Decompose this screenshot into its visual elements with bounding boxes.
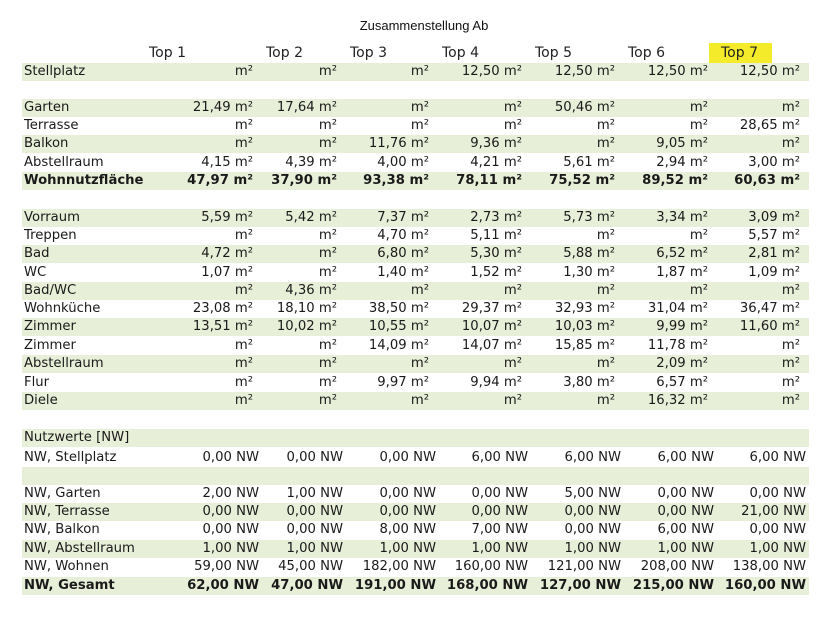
cell: 12,50 m²	[739, 64, 800, 79]
cell: 78,11 m²	[456, 173, 522, 188]
cell: m²	[781, 100, 800, 115]
cell: 5,73 m²	[563, 210, 615, 225]
cell: 9,36 m²	[470, 136, 522, 151]
cell: m²	[596, 118, 615, 133]
cell: 15,85 m²	[554, 338, 615, 353]
cell: m²	[318, 136, 337, 151]
cell: 1,30 m²	[563, 265, 615, 280]
cell: 5,11 m²	[470, 228, 522, 243]
cell: m²	[689, 100, 708, 115]
cell: 0,00 NW	[202, 450, 259, 465]
cell: 0,00 NW	[657, 504, 714, 519]
table-row-abstellraum	[22, 355, 809, 373]
cell: 0,00 NW	[471, 504, 528, 519]
row-label: Bad	[24, 246, 50, 261]
cell: 1,00 NW	[471, 541, 528, 556]
table-row-wc	[22, 264, 809, 282]
cell: 10,03 m²	[554, 319, 615, 334]
cell: 0,00 NW	[202, 522, 259, 537]
cell: 62,00 NW	[187, 578, 259, 593]
cell: m²	[318, 338, 337, 353]
cell: 47,00 NW	[271, 578, 343, 593]
cell: 2,73 m²	[470, 210, 522, 225]
cell: 5,61 m²	[563, 155, 615, 170]
row-label: Wohnnutzfläche	[24, 173, 144, 188]
cell: m²	[781, 338, 800, 353]
cell: 0,00 NW	[379, 450, 436, 465]
cell: 60,63 m²	[734, 173, 800, 188]
cell: m²	[596, 136, 615, 151]
table-row-nw-stellplatz	[22, 449, 809, 467]
cell: m²	[410, 64, 429, 79]
cell: 2,09 m²	[656, 356, 708, 371]
cell: m²	[318, 265, 337, 280]
cell: 4,70 m²	[377, 228, 429, 243]
cell: 32,93 m²	[554, 301, 615, 316]
cell: 182,00 NW	[362, 559, 436, 574]
cell: 0,00 NW	[749, 522, 806, 537]
row-label: Bad/WC	[24, 283, 77, 298]
cell: m²	[503, 356, 522, 371]
cell: 191,00 NW	[354, 578, 436, 593]
row-label: Abstellraum	[24, 155, 104, 170]
cell: 1,00 NW	[379, 541, 436, 556]
table-row-wohnkueche	[22, 300, 809, 318]
row-label: NW, Terrasse	[24, 504, 110, 519]
cell: 0,00 NW	[564, 504, 621, 519]
cell: 37,90 m²	[271, 173, 337, 188]
table-row-nw-wohnen	[22, 558, 809, 576]
cell: 2,00 NW	[202, 486, 259, 501]
cell: 208,00 NW	[640, 559, 714, 574]
table-row-stellplatz	[22, 63, 809, 81]
cell: 4,39 m²	[285, 155, 337, 170]
cell: m²	[234, 356, 253, 371]
table-row-nw-garten	[22, 485, 809, 503]
column-header-top-5: Top 5	[535, 45, 572, 61]
cell: m²	[410, 356, 429, 371]
cell: 10,02 m²	[276, 319, 337, 334]
cell: 121,00 NW	[547, 559, 621, 574]
table-row-nw-terrasse	[22, 503, 809, 521]
cell: m²	[781, 393, 800, 408]
cell: 0,00 NW	[564, 522, 621, 537]
cell: 50,46 m²	[554, 100, 615, 115]
cell: 75,52 m²	[549, 173, 615, 188]
cell: 0,00 NW	[657, 486, 714, 501]
cell: 3,09 m²	[748, 210, 800, 225]
cell: 1,00 NW	[202, 541, 259, 556]
row-label: Abstellraum	[24, 356, 104, 371]
row-label: Zimmer	[24, 319, 76, 334]
cell: 1,00 NW	[286, 486, 343, 501]
cell: 0,00 NW	[202, 504, 259, 519]
cell: 9,05 m²	[656, 136, 708, 151]
cell: m²	[503, 393, 522, 408]
cell: 6,80 m²	[377, 246, 429, 261]
nutzwerte-heading-row	[22, 429, 809, 447]
cell: 23,08 m²	[192, 301, 253, 316]
cell: 0,00 NW	[379, 486, 436, 501]
cell: 12,50 m²	[554, 64, 615, 79]
row-label: NW, Garten	[24, 486, 101, 501]
cell: m²	[318, 64, 337, 79]
cell: 6,00 NW	[657, 450, 714, 465]
table-row-garten	[22, 99, 809, 117]
spacer-row	[22, 81, 809, 99]
cell: 6,00 NW	[564, 450, 621, 465]
cell: 29,37 m²	[461, 301, 522, 316]
cell: 215,00 NW	[632, 578, 714, 593]
cell: 0,00 NW	[286, 504, 343, 519]
cell: 5,42 m²	[285, 210, 337, 225]
cell: 1,00 NW	[564, 541, 621, 556]
cell: 3,80 m²	[563, 375, 615, 390]
cell: 5,57 m²	[748, 228, 800, 243]
cell: m²	[318, 246, 337, 261]
cell: m²	[410, 100, 429, 115]
table-row-treppen	[22, 227, 809, 245]
cell: 12,50 m²	[647, 64, 708, 79]
cell: 21,00 NW	[741, 504, 806, 519]
spacer-row	[22, 467, 809, 485]
table-row-bad	[22, 245, 809, 263]
cell: 0,00 NW	[749, 486, 806, 501]
cell: m²	[596, 393, 615, 408]
cell: m²	[234, 375, 253, 390]
table-row-wohnnutzflaeche-total	[22, 172, 809, 190]
cell: 6,00 NW	[749, 450, 806, 465]
row-label: NW, Stellplatz	[24, 450, 117, 465]
cell: 4,00 m²	[377, 155, 429, 170]
cell: m²	[234, 228, 253, 243]
cell: 5,00 NW	[564, 486, 621, 501]
table-row-nw-balkon	[22, 521, 809, 539]
cell: 16,32 m²	[647, 393, 708, 408]
cell: m²	[781, 283, 800, 298]
cell: m²	[503, 118, 522, 133]
cell: 1,00 NW	[657, 541, 714, 556]
column-header-top-2: Top 2	[266, 45, 303, 61]
cell: 5,30 m²	[470, 246, 522, 261]
cell: m²	[503, 283, 522, 298]
cell: 14,07 m²	[461, 338, 522, 353]
cell: 1,00 NW	[749, 541, 806, 556]
cell: 38,50 m²	[368, 301, 429, 316]
cell: 9,99 m²	[656, 319, 708, 334]
table-row-abstellraum	[22, 154, 809, 172]
row-label: Flur	[24, 375, 50, 390]
row-label: NW, Wohnen	[24, 559, 109, 574]
row-label: NW, Gesamt	[24, 578, 115, 593]
cell: m²	[596, 283, 615, 298]
cell: 7,37 m²	[377, 210, 429, 225]
cell: 8,00 NW	[379, 522, 436, 537]
table-row-nw-abstellraum	[22, 540, 809, 558]
row-label: Treppen	[24, 228, 77, 243]
cell: 10,55 m²	[368, 319, 429, 334]
cell: 4,72 m²	[201, 246, 253, 261]
cell: m²	[596, 228, 615, 243]
cell: 0,00 NW	[286, 450, 343, 465]
table-row-flur	[22, 374, 809, 392]
cell: m²	[781, 136, 800, 151]
cell: m²	[596, 356, 615, 371]
cell: m²	[410, 283, 429, 298]
cell: 6,52 m²	[656, 246, 708, 261]
cell: 0,00 NW	[379, 504, 436, 519]
spacer-row	[22, 410, 809, 428]
cell: m²	[781, 375, 800, 390]
cell: 10,07 m²	[461, 319, 522, 334]
cell: m²	[689, 228, 708, 243]
cell: 17,64 m²	[276, 100, 337, 115]
cell: m²	[234, 393, 253, 408]
cell: 168,00 NW	[446, 578, 528, 593]
cell: m²	[234, 64, 253, 79]
table-row-vorraum	[22, 209, 809, 227]
cell: 93,38 m²	[363, 173, 429, 188]
cell: 160,00 NW	[454, 559, 528, 574]
cell: 4,21 m²	[470, 155, 522, 170]
row-label: Zimmer	[24, 338, 76, 353]
table-row-bad-wc	[22, 282, 809, 300]
cell: 12,50 m²	[461, 64, 522, 79]
spacer-row	[22, 190, 809, 208]
cell: 5,59 m²	[201, 210, 253, 225]
cell: 1,07 m²	[201, 265, 253, 280]
row-label: Diele	[24, 393, 58, 408]
cell: m²	[689, 283, 708, 298]
table-row-nw-gesamt-total	[22, 577, 809, 595]
cell: 127,00 NW	[539, 578, 621, 593]
cell: 1,09 m²	[748, 265, 800, 280]
cell: 21,49 m²	[192, 100, 253, 115]
cell: m²	[318, 393, 337, 408]
cell: 11,60 m²	[739, 319, 800, 334]
table-row-balkon	[22, 135, 809, 153]
table-row-diele	[22, 392, 809, 410]
column-header-top-3: Top 3	[350, 45, 387, 61]
cell: 9,97 m²	[377, 375, 429, 390]
cell: 6,57 m²	[656, 375, 708, 390]
cell: m²	[689, 118, 708, 133]
cell: 2,81 m²	[748, 246, 800, 261]
cell: 11,78 m²	[647, 338, 708, 353]
cell: 9,94 m²	[470, 375, 522, 390]
row-label: NW, Balkon	[24, 522, 100, 537]
cell: 2,94 m²	[656, 155, 708, 170]
cell: 59,00 NW	[194, 559, 259, 574]
column-header-top-6: Top 6	[628, 45, 665, 61]
cell: m²	[318, 356, 337, 371]
cell: m²	[318, 118, 337, 133]
cell: 11,76 m²	[368, 136, 429, 151]
cell: 160,00 NW	[724, 578, 806, 593]
row-label: Garten	[24, 100, 70, 115]
cell: m²	[234, 338, 253, 353]
cell: m²	[410, 393, 429, 408]
cell: 0,00 NW	[471, 486, 528, 501]
cell: m²	[318, 375, 337, 390]
cell: 89,52 m²	[642, 173, 708, 188]
cell: 28,65 m²	[739, 118, 800, 133]
cell: 6,00 NW	[471, 450, 528, 465]
column-header-top-7: Top 7	[709, 43, 772, 63]
cell: m²	[781, 356, 800, 371]
cell: m²	[234, 118, 253, 133]
column-header-top-4: Top 4	[442, 45, 479, 61]
cell: 7,00 NW	[471, 522, 528, 537]
cell: 13,51 m²	[192, 319, 253, 334]
row-label: Wohnküche	[24, 301, 101, 316]
row-label: Terrasse	[24, 118, 79, 133]
cell: m²	[234, 283, 253, 298]
section-heading: Nutzwerte [NW]	[24, 430, 130, 445]
column-header-top-1: Top 1	[149, 45, 186, 61]
cell: 1,40 m²	[377, 265, 429, 280]
cell: 1,87 m²	[656, 265, 708, 280]
cell: m²	[318, 228, 337, 243]
row-label: Vorraum	[24, 210, 80, 225]
cell: 4,15 m²	[201, 155, 253, 170]
row-label: NW, Abstellraum	[24, 541, 135, 556]
cell: 3,34 m²	[656, 210, 708, 225]
row-label: Stellplatz	[24, 64, 86, 79]
cell: 138,00 NW	[732, 559, 806, 574]
table-row-zimmer	[22, 337, 809, 355]
table-title: Zusammenstellung Ab	[359, 18, 489, 33]
cell: 4,36 m²	[285, 283, 337, 298]
row-label: Balkon	[24, 136, 69, 151]
cell: 31,04 m²	[647, 301, 708, 316]
cell: 47,97 m²	[187, 173, 253, 188]
table-row-terrasse	[22, 117, 809, 135]
cell: 6,00 NW	[657, 522, 714, 537]
table-row-zimmer	[22, 318, 809, 336]
cell: m²	[234, 136, 253, 151]
cell: 45,00 NW	[278, 559, 343, 574]
cell: m²	[410, 118, 429, 133]
cell: 1,00 NW	[286, 541, 343, 556]
cell: 1,52 m²	[470, 265, 522, 280]
cell: 3,00 m²	[748, 155, 800, 170]
row-label: WC	[24, 265, 47, 280]
cell: m²	[503, 100, 522, 115]
cell: 14,09 m²	[368, 338, 429, 353]
cell: 36,47 m²	[739, 301, 800, 316]
cell: 18,10 m²	[276, 301, 337, 316]
cell: 0,00 NW	[286, 522, 343, 537]
cell: 5,88 m²	[563, 246, 615, 261]
